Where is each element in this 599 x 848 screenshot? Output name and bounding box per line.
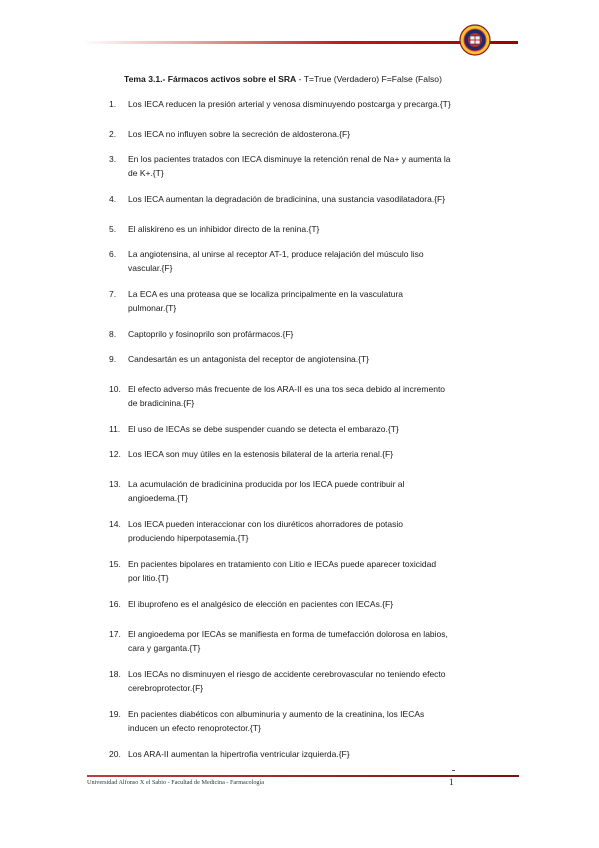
document-title [124,74,544,84]
question-text [128,667,520,695]
question-line: de bradicinina.{F} [128,398,195,408]
question-line: por litio.{T} [128,573,169,583]
question-text [128,447,520,461]
question-line: vascular.{F} [128,263,173,273]
question-number: 9. [109,354,117,364]
question-line: La angiotensina, al unirse al receptor AT-1, produce relajación del músculo liso [128,249,424,259]
question-text [128,127,520,141]
page-mark [452,770,455,771]
question-line: cara y garganta.{T} [128,643,201,653]
question-line: pulmonar.{T} [128,303,177,313]
question-line: Los IECAs no disminuyen el riesgo de accidente cerebrovascular no teniendo efecto [128,669,446,679]
question-text [128,152,520,180]
question-text [128,517,520,545]
question-number: 6. [109,249,117,259]
question-text [128,422,520,436]
question-line: En pacientes diabéticos con albuminuria y aumento de la creatinina, los IECAs [128,709,425,719]
question-text [128,222,520,236]
question-number: 18. [109,669,121,679]
question-number: 10. [109,384,121,394]
question-text [128,477,520,505]
question-line: El efecto adverso más frecuente de los ARA-II es una tos seca debido al incremento [128,384,446,394]
header-rule [82,41,518,44]
question-line: Los IECA reducen la presión arterial y venosa disminuyendo postcarga y precarga.{T} [128,99,451,109]
question-number: 1. [109,99,117,109]
question-text [128,247,520,275]
question-line: Los IECA pueden interaccionar con los diuréticos ahorradores de potasio [128,519,404,529]
university-seal-icon [459,24,491,56]
footer-text: Universidad Alfonso X el Sabio - Facultad de Medicina - Farmacología [87,779,264,786]
footer-rule [87,775,519,777]
question-number: 3. [109,154,117,164]
question-text [128,747,520,761]
question-line: de K+.{T} [128,168,164,178]
question-text [128,382,520,410]
question-number: 19. [109,709,121,719]
question-line: La ECA es una proteasa que se localiza principalmente en la vasculatura [128,289,404,299]
question-number: 4. [109,194,117,204]
question-line: El ibuprofeno es el analgésico de elección en pacientes con IECAs.{F} [128,599,394,609]
question-number: 5. [109,224,117,234]
question-line: angioedema.{T} [128,493,189,503]
question-line: La acumulación de bradicinina producida por los IECA puede contribuir al [128,479,405,489]
question-number: 20. [109,749,121,759]
question-number: 8. [109,329,117,339]
question-number: 11. [109,424,121,434]
question-number: 14. [109,519,121,529]
question-line: Los IECA no influyen sobre la secreción de aldosterona.{F} [128,129,351,139]
question-line: Los IECA aumentan la degradación de bradicinina, una sustancia vasodilatadora.{F} [128,194,446,204]
question-number: 2. [109,129,117,139]
question-number: 17. [109,629,121,639]
question-text [128,97,520,111]
question-line: El uso de IECAs se debe suspender cuando se detecta el embarazo.{T} [128,424,399,434]
question-line: En los pacientes tratados con IECA disminuye la retención renal de Na+ y aumenta la [128,154,451,164]
question-line: produciendo hiperpotasemia.{T} [128,533,249,543]
question-number: 7. [109,289,117,299]
question-number: 12. [109,449,121,459]
question-line: En pacientes bipolares en tratamiento con Litio e IECAs puede aparecer toxicidad [128,559,437,569]
question-text [128,557,520,585]
question-text [128,627,520,655]
question-text [128,707,520,735]
title-bold: Tema 3.1.- Fármacos activos sobre el SRA [124,74,297,84]
question-text [128,352,520,366]
question-line: cerebroprotector.{F} [128,683,204,693]
question-number: 16. [109,599,121,609]
question-text [128,327,520,341]
question-text [128,597,520,611]
question-line: Los ARA-II aumentan la hipertrofia ventricular izquierda.{F} [128,749,350,759]
question-number: 13. [109,479,121,489]
page-number: 1 [449,777,454,787]
question-line: Los IECA son muy útiles en la estenosis bilateral de la arteria renal.{F} [128,449,394,459]
question-text [128,192,520,206]
question-number: 15. [109,559,121,569]
question-text [128,287,520,315]
question-line: El angioedema por IECAs se manifiesta en forma de tumefacción dolorosa en labios, [128,629,448,639]
question-line: inducen un efecto renoprotector.{T} [128,723,261,733]
question-line: El aliskireno es un inhibidor directo de la renina.{T} [128,224,320,234]
question-line: Captoprilo y fosinoprilo son profármacos.{F} [128,329,294,339]
title-rest: - T=True (Verdadero) F=False (Falso) [296,74,442,84]
question-line: Candesartán es un antagonista del receptor de angiotensina.{T} [128,354,370,364]
